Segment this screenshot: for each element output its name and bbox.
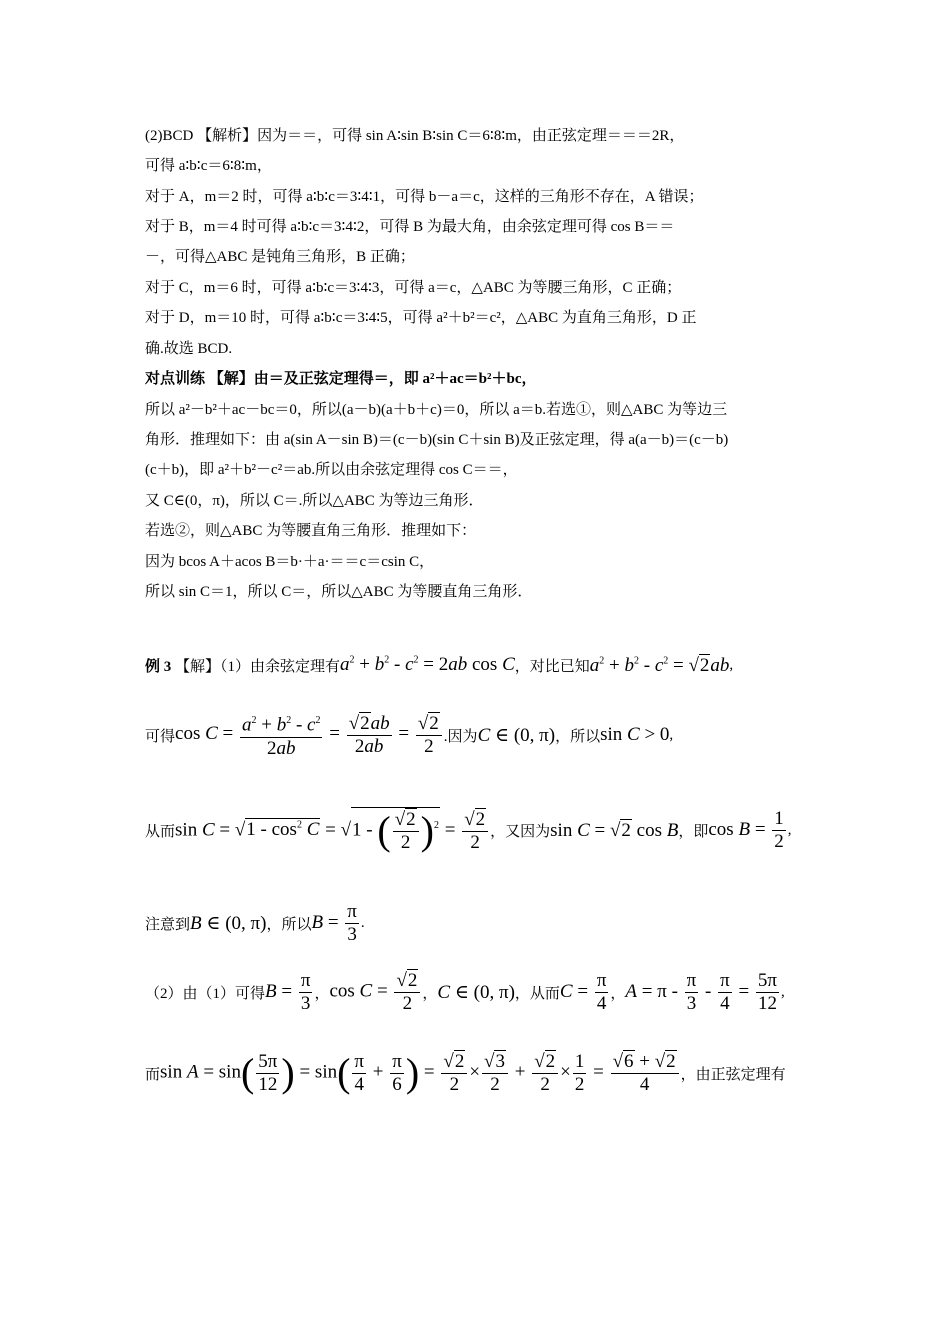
text-span: ，所以 [555,728,601,745]
text-line: 若选②，则△ABC 为等腰直角三角形．推理如下： [145,523,477,539]
text-line: 对于 B，m＝4 时可得 a∶b∶c＝3∶4∶2，可得 B 为最大角，由余弦定理可得 cos B＝＝ [145,219,675,235]
text-span: ，从而 [514,985,560,1002]
text-span: 【解】（1）由余弦定理有 [175,658,341,675]
text-line-heading: 对点训练 【解】由＝及正弦定理得＝，即 a²＋ac＝b²＋bc， [145,371,537,387]
text-line: 对于 A，m＝2 时，可得 a∶b∶c＝3∶4∶1，可得 b－a＝c，这样的三角形不存在，A 错误； [145,189,704,205]
text-span: 注意到 [145,916,191,933]
text-line: 又 C∈(0，π)，所以 C＝.所以△ABC 为等边三角形． [145,493,484,509]
formula: sin C = √2 cos B [550,819,679,841]
text-line: －，可得△ABC 是钝角三角形，B 正确； [145,249,415,265]
formula: C ∈ (0, π) [437,981,515,1003]
formula: sin A = sin( $\frac{5\pi}{12}$ ) = sin( $\frac{\pi}{4}$ + $\frac{\pi}{6}$ ) = $\frac{√2}{2}$ × $\frac{√3}{2}$ + $\frac{√2}{2}$ × $\frac{1}{2}$ = $\frac{√6 + √2}{4}$ [160,1050,681,1096]
formula: B = $\frac{\pi}{3}$ [265,969,311,1014]
formula: A = π - $\frac{\pi}{3}$ - $\frac{\pi}{4}$ = $\frac{5\pi}{12}$ [625,969,777,1014]
text-line: 角形．推理如下：由 a(sin A－sin B)＝(c－b)(sin C＋sin B)及正弦定理，得 a(a－b)＝(c－b) [145,432,729,448]
formula: C = $\frac{\pi}{4}$ [559,969,607,1014]
formula: B ∈ (0, π) [190,912,267,934]
formula: $a^2 + b^2 - c^2 = √2ab$ [589,654,730,676]
formula: $\sin C = √1 - \cos^2 C = √1$ - ( $\frac{√2}{2}$ )$^2$ = $\frac{√2}{2}$ [175,807,490,854]
text-span: 可得 [145,728,176,745]
example-line: 可得 cos C = $\frac{a^2 + b^2 - c^2}{2ab}$ = $\frac{√2ab}{2ab}$ = $\frac{√2}{2}$ .因为 C ∈ (0, π) ，所以 sin C > 0 , [145,705,815,765]
text-line: 对于 D，m＝10 时，可得 a∶b∶c＝3∶4∶5，可得 a²＋b²＝c²，△ABC 为直角三角形，D 正 [145,310,697,326]
example-line: 从而 $\sin C = √1 - \cos^2 C = √1$ - ( $\frac{√2}{2}$ )$^2$ = $\frac{√2}{2}$ ，又因为 sin C = √2 cos B ，即 cos B = $\frac{1}{2}$ , [145,807,792,853]
example-line: （2）由（1）可得 B = $\frac{\pi}{3}$ ， cos C = $\frac{√2}{2}$ ， C ∈ (0, π) ，从而 C = $\frac{\pi}{4}$ ， A = π - $\frac{\pi}{3}$ - $\frac{\pi}{4}$ = $\frac{5\pi}{12}$ , [145,969,785,1014]
text-line: 因为 bcos A＋acos B＝b·＋a·＝＝c＝csin C， [145,554,435,570]
text-span: （2）由（1）可得 [145,985,266,1002]
formula: B = $\frac{\pi}{3}$ [311,900,357,945]
text-span: 从而 [145,823,176,840]
text-line: 所以 sin C＝1，所以 C＝，所以△ABC 为等腰直角三角形． [145,584,533,600]
text-span: ，所以 [266,916,312,933]
example-line [145,1043,815,1103]
text-span: ，对比已知 [514,658,590,675]
text-line: 所以 a²－b²＋ac－bc＝0，所以(a－b)(a＋b＋c)＝0，所以 a＝b.若选①，则△ABC 为等边三 [145,402,728,418]
example-line: 注意到 B ∈ (0, π) ，所以 B = $\frac{\pi}{3}$ . [145,900,365,945]
formula: sin C > 0 [600,724,670,745]
text-line: 确.故选 BCD. [145,341,233,357]
formula: $a^2 + b^2 - c^2 = 2ab$ cos C [340,654,515,675]
example-line: 例 3 【解】（1）由余弦定理有 $a^2 + b^2 - c^2 = 2ab$ cos C ，对比已知 $a^2 + b^2 - c^2 = √2ab$ , [145,654,734,676]
formula: cos C = $\frac{√2}{2}$ [329,969,422,1015]
text-span: ，又因为 [490,823,551,840]
text-span: ，即 [678,823,709,840]
text-line: (c＋b)，即 a²＋b²－c²＝ab.所以由余弦定理得 cos C＝＝， [145,462,518,478]
text-line: 可得 a∶b∶c＝6∶8∶m， [145,158,272,174]
text-line: 对于 C，m＝6 时，可得 a∶b∶c＝3∶4∶3，可得 a＝c，△ABC 为等腰三角形，C 正确； [145,280,682,296]
formula: C ∈ (0, π) [477,724,556,746]
text-span: 而 [145,1066,161,1083]
example-label: 例 3 [145,658,172,675]
formula: cos C = $\frac{a^2 + b^2 - c^2}{2ab}$ = $\frac{√2ab}{2ab}$ = $\frac{√2}{2}$ [175,710,444,759]
formula: cos B = $\frac{1}{2}$ [708,807,784,852]
text-span: .因为 [443,728,478,745]
text-line: (2)BCD 【解析】因为＝＝，可得 sin A∶sin B∶sin C＝6∶8∶m，由正弦定理＝＝＝2R， [145,128,685,144]
text-span: ，由正弦定理有 [680,1066,786,1083]
